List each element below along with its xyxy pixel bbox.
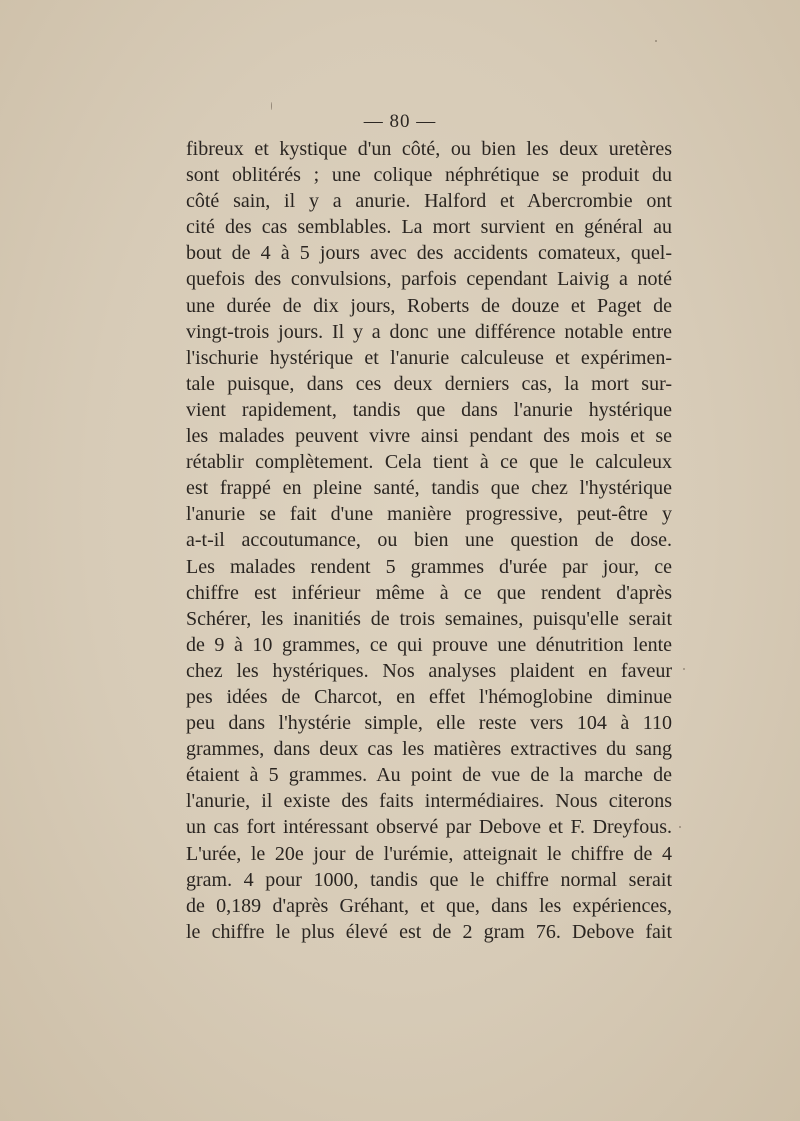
text-line: cité des cas semblables. La mort survient en général au — [186, 216, 672, 239]
text-line: l'anurie se fait d'une manière progressive, peut-être y — [186, 503, 672, 526]
body-text — [186, 136, 672, 945]
text-line: bout de 4 à 5 jours avec des accidents comateux, quel- — [186, 242, 672, 265]
text-line: étaient à 5 grammes. Au point de vue de la marche de — [186, 764, 672, 787]
text-line: fibreux et kystique d'un côté, ou bien les deux uretères — [186, 138, 672, 160]
text-line: de 0,189 d'après Gréhant, et que, dans les expériences, — [186, 894, 672, 917]
paper-speck — [679, 826, 681, 828]
text-line: chez les hystériques. Nos analyses plaident en faveur — [186, 659, 672, 682]
text-line: côté sain, il y a anurie. Halford et Abercrombie ont — [186, 190, 672, 213]
text-line: vient rapidement, tandis que dans l'anurie hystérique — [186, 398, 672, 421]
text-line: a-t-il accoutumance, ou bien une question de dose. — [186, 529, 672, 552]
text-line: de 9 à 10 grammes, ce qui prouve une dénutrition lente — [186, 633, 672, 656]
page-number: — 80 — — [363, 111, 437, 132]
text-line: l'anurie, il existe des faits intermédiaires. Nous citerons — [186, 790, 672, 813]
paper-speck — [683, 668, 685, 670]
text-line: une durée de dix jours, Roberts de douze et Paget de — [186, 294, 672, 317]
text-line: tale puisque, dans ces deux derniers cas, la mort sur- — [186, 372, 672, 395]
text-line: grammes, dans deux cas les matières extractives du sang — [186, 738, 672, 761]
text-line: l'ischurie hystérique et l'anurie calculeuse et expérimen- — [186, 346, 672, 369]
paper-speck — [655, 40, 657, 42]
text-line: rétablir complètement. Cela tient à ce que le calculeux — [186, 451, 672, 474]
text-line: sont oblitérés ; une colique néphrétique se produit du — [186, 164, 672, 187]
text-line: les malades peuvent vivre ainsi pendant des mois et se — [186, 425, 672, 448]
text-line: quefois des convulsions, parfois cependant Laivig a noté — [186, 268, 672, 291]
text-line: pes idées de Charcot, en effet l'hémoglobine diminue — [186, 685, 672, 708]
text-line: le chiffre le plus élevé est de 2 gram 76. Debove fait — [186, 920, 672, 943]
text-line: chiffre est inférieur même à ce que rendent d'après — [186, 581, 672, 604]
text-line: est frappé en pleine santé, tandis que chez l'hystérique — [186, 477, 672, 500]
text-line: un cas fort intéressant observé par Debove et F. Dreyfous. — [186, 816, 672, 839]
text-line: Les malades rendent 5 grammes d'urée par jour, ce — [186, 555, 672, 578]
text-line: gram. 4 pour 1000, tandis que le chiffre normal serait — [186, 868, 672, 891]
text-line: Schérer, les inanitiés de trois semaines, puisqu'elle serait — [186, 607, 672, 630]
text-line: L'urée, le 20e jour de l'urémie, atteignait le chiffre de 4 — [186, 842, 672, 865]
paper-speck — [271, 102, 272, 110]
text-line: vingt-trois jours. Il y a donc une différence notable entre — [186, 320, 672, 343]
text-line: peu dans l'hystérie simple, elle reste vers 104 à 110 — [186, 712, 672, 735]
